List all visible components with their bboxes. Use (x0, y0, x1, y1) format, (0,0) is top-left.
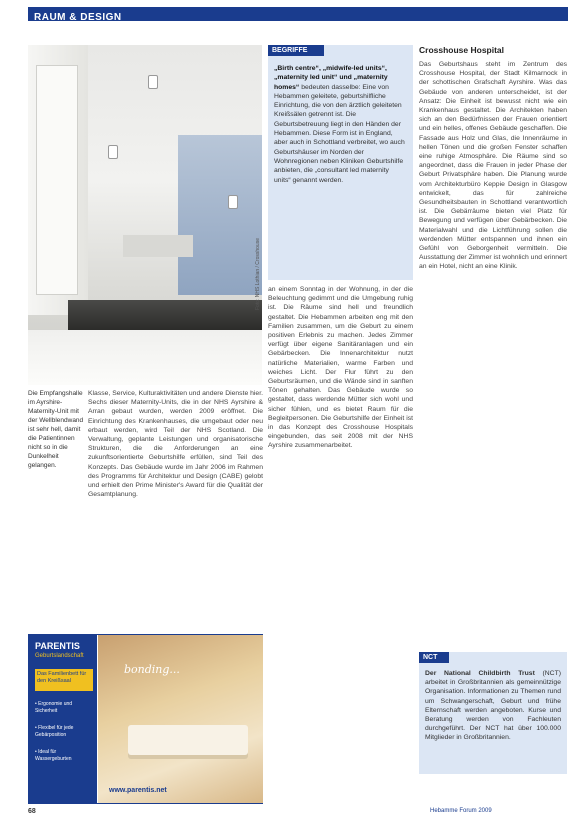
begriffe-text: bedeuten dasselbe: Eine von Hebammen geleitete, geburtshilfliche Einrichtung, die von den ärztlich geleiteten Kreißsälen getrennt ist. Die Geburtsbetreuung liegt in den Händen der Hebammen. Diese Form ist in England, aber auch in Schottland verbreitet, wo auch Geburtshäuser im Norden der Wohnregionen neben Kliniken Geburtshilfe anbieten, die „consultant led maternity units“ genannt werden. (274, 83, 405, 184)
ad-brand: PARENTIS (35, 641, 80, 651)
ad-image (98, 635, 263, 803)
section-label: RAUM & DESIGN (34, 12, 122, 23)
photo-credit: Foto: NHS Lothian / Crosshouse (255, 238, 261, 310)
ad-feature: • Flexibel für jede Gebärposition (35, 725, 74, 738)
photo-blue-wall (178, 135, 262, 295)
ad-feature: • Ideal für Wassergeburten (35, 749, 72, 762)
photo-window (36, 65, 78, 295)
nct-text: (NCT) arbeitet in Großbritannien als gemeinnützige Organisation. Informationen zu Themen rund um Schwangerschaft, Geburt und frühe Elternschaft werden angeboten. Kurse und Beratung werden von Fachleuten durchgeführt. Der NCT hat über 100.000 Mitglieder in Großbritannien. (425, 670, 561, 742)
page-number: 68 (28, 808, 36, 815)
birthing-bed (128, 725, 248, 755)
ad-tagline-box: Das Familienbett für den Kreißsaal (35, 669, 93, 691)
ad-url-link[interactable]: www.parentis.net (109, 787, 167, 794)
ad-slogan: bonding... (124, 663, 180, 676)
lamp-icon (108, 145, 118, 159)
nct-box (419, 652, 567, 774)
ad-feature: • Ergonomie und Sicherheit (35, 701, 73, 714)
ad-sidebar (29, 635, 97, 803)
ad-subtitle: Geburtslandschaft (35, 653, 84, 659)
photo-counter (68, 300, 262, 330)
nct-label: NCT (419, 652, 449, 663)
lamp-icon (148, 75, 158, 89)
nct-title: Der National Childbirth Trust (425, 670, 535, 677)
section-header (28, 7, 568, 21)
begriffe-box (268, 45, 413, 280)
begriffe-label: BEGRIFFE (268, 45, 324, 56)
begriffe-terms: „Birth centre“, „midwife-led units“, „maternity led unit“ und „maternity homes“ (274, 65, 388, 91)
article-photo (28, 45, 262, 385)
photo-floor (28, 330, 262, 385)
photo-caption: Die Empfangshalle im Ayrshire-Maternity-Unit mit der Wellblendwand ist sehr hell, damit die Patientinnen nicht so in die Dunkelheit gelangen. (28, 390, 84, 469)
article-column-1: Klasse, Service, Kulturaktivitäten und andere Dienste hier. Sechs dieser Maternity-Units, die in der NHS Ayrshire & Arran gebaut wurden, werden 2009 eröffnet. Die Einrichtung des Krankenhauses, die umgebaut oder neu erbaut werden, wird Teil der NHS Scotland. Die Verwaltung, geplante Leistungen und organisatorische Strukturen, die die Anforderungen an eine zukunftsorientierte Geburtshilfe erfüllen, sind Teil des Konzepts. Das Gebäude wurde im Jahr 2006 im Rahmen des Programms für Architektur und Design (CABE) gelobt und erhielt den Prime Minister's Award für die Qualität der Gesamtplanung. (88, 390, 263, 499)
article-column-3: Das Geburtshaus steht im Zentrum des Crosshouse Hospital, der Stadt Kilmarnock in der schottischen Grafschaft Ayrshire. Was das Gebäude von anderen unterscheidet, ist der Ansatz: Die Einheit ist bewusst nicht wie ein Krankenhaus gestaltet. Die Architekten haben sich an den Bedürfnissen der Frauen orientiert und ein helles, offenes Gebäude geschaffen. Die Fassade aus Holz und Glas, die Innenräume in hellen Tönen und die großen Fenster schaffen eine ruhige Atmosphäre. Die Räume sind so angeordnet, dass die Frauen in jeder Phase der Geburt Privatsphäre haben. Die Planung wurde vom Architekturbüro Keppie Design in Glasgow entwickelt, das für zahlreiche Gesundheitsbauten in Schottland verantwortlich ist. Die Gebärräume bieten viel Platz für Bewegung und verfügen über Gebärbecken. Die Materialwahl und die Lichtführung sollen die werdenden Mütter entspannen und ihnen ein Gefühl von Geborgenheit vermitteln. Die Ausstattung der Zimmer ist wohnlich und erinnert an ein Hotel, nicht an eine Klinik. (419, 61, 567, 271)
section-title: Crosshouse Hospital (419, 45, 505, 55)
photo-sign (123, 235, 193, 257)
parentis-ad[interactable] (28, 634, 263, 804)
page-footer: Hebamme Forum 2009 (430, 808, 492, 814)
article-column-2: an einem Sonntag in der Wohnung, in der die Beleuchtung gedimmt und die Umgebung ruhig ist. Die Räume sind hell und freundlich gestaltet. Die Hebammen arbeiten eng mit den Familien zusammen, um die Geburt zu einem positiven Erlebnis zu machen. Jedes Zimmer verfügt über eigene Sanitäranlagen und ein Gebärbecken. Die Innenarchitektur nutzt natürliche Materialien, warme Farben und weiches Licht. Der Flur führt zu den Geburtsräumen, und die Wände sind in sanften Tönen gehalten. Das Gebäude wurde so gestaltet, dass werdende Mütter sich wohl und sicher fühlen, und es bietet Raum für die Begleitpersonen. Die Geburtshilfe der Einheit ist in das Konzept des Crosshouse Hospitals eingebunden, das seit 2008 mit der NHS Ayrshire zusammenarbeitet. (268, 286, 413, 450)
lamp-icon (228, 195, 238, 209)
